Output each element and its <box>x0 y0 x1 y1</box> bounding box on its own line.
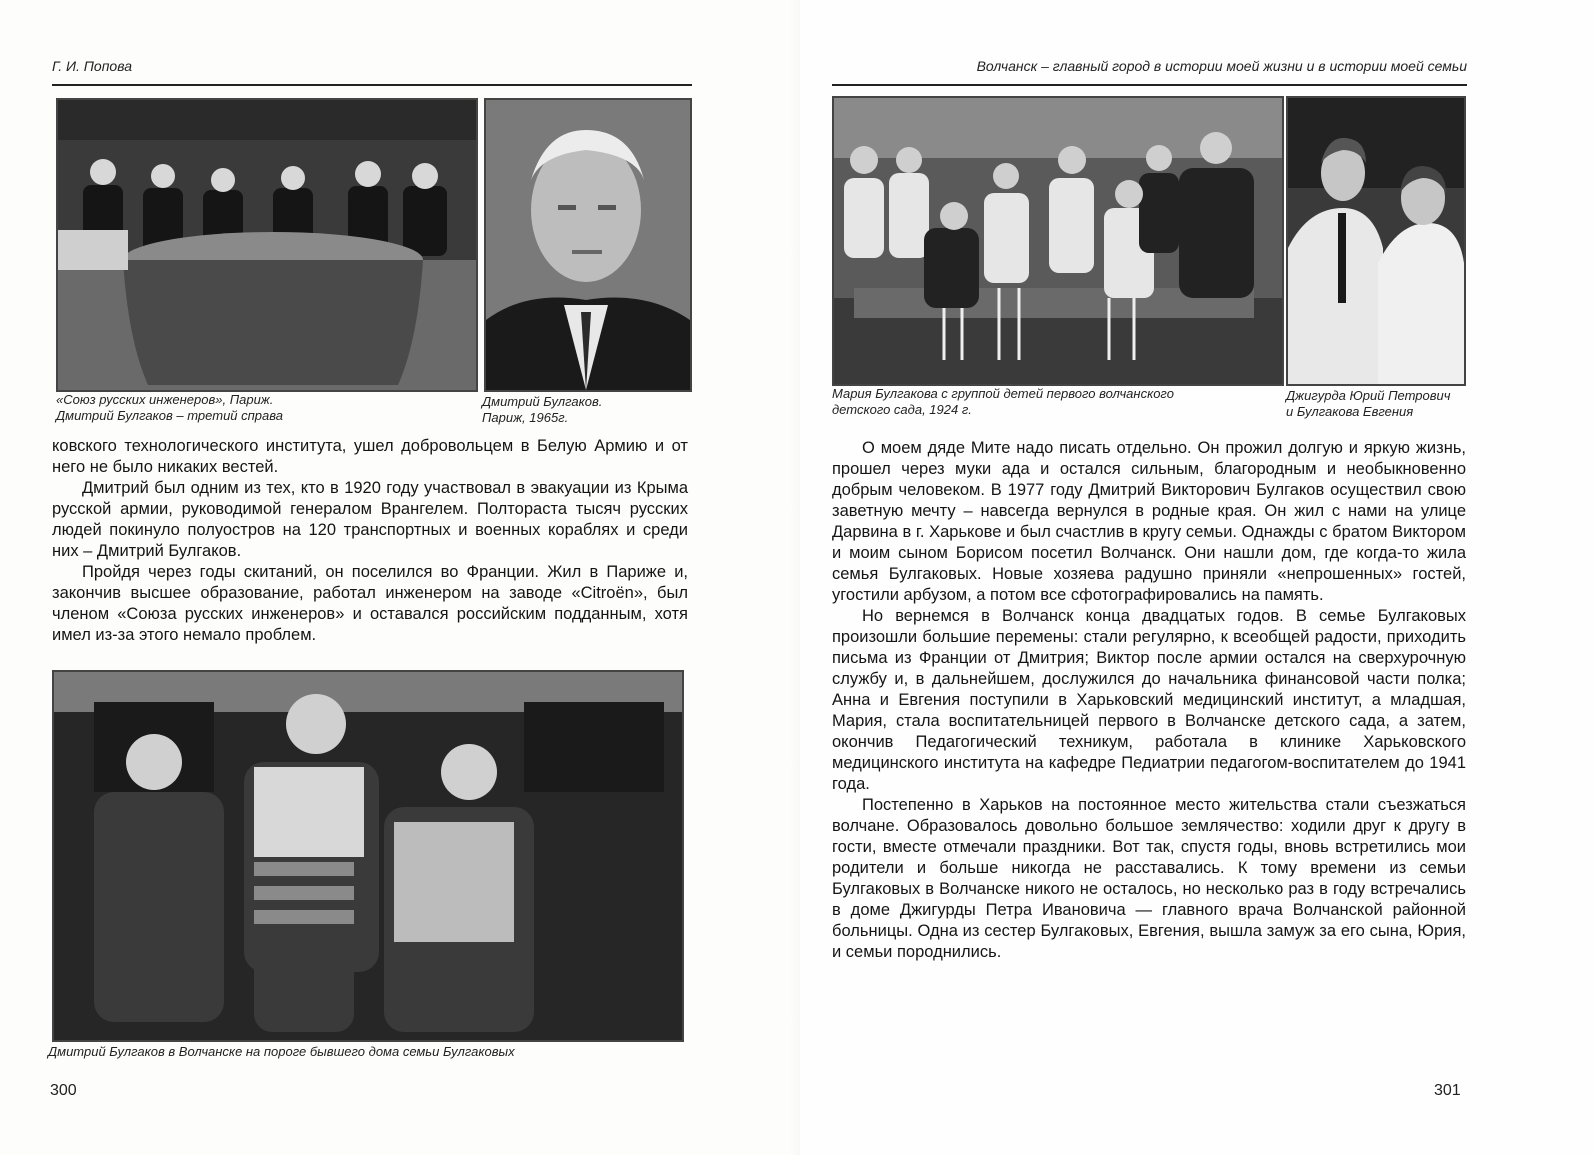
caption-line: Париж, 1965г. <box>482 410 569 425</box>
caption-line: Дмитрий Булгаков. <box>482 394 603 409</box>
engineers-photo-caption <box>56 392 476 424</box>
group-porch-photo <box>52 670 684 1042</box>
group-photo-caption: Дмитрий Булгаков в Волчанске на пороге бывшего дома семьи Булгаковых <box>48 1044 515 1059</box>
page-number-right: 301 <box>1434 1082 1461 1099</box>
paragraph: Пройдя через годы скитаний, он поселился во Франции. Жил в Париже и, закончив высшее образование, работал инженером на заводе «Citroën», был членом «Союза русских инженеров» и оставался российским подданным, хотя имел из-за этого немало проблем. <box>52 563 688 644</box>
right-body-text <box>832 438 1466 963</box>
paragraph: Но вернемся в Волчанск конца двадцатых годов. В семье Булгаковых произошли большие перемены: стали регулярно, к всеобщей радости, приходить письма из Франции от Дмитрия; Виктор после армии остался на сверхурочную службу и, в дальнейшем, дослужился до начальника финансовой части полка; Анна и Евгения поступили в Харьковский медицинский институт, а младшая, Мария, стала воспитательницей первого в Волчанске детского сада, а затем, окончив Педагогический техникум, работала в клинике Харьковского медицинского института на кафедре Педиатрии педагогом-воспитателем до 1941 года. <box>832 607 1466 793</box>
portrait-photo <box>484 98 692 392</box>
page-number-left: 300 <box>50 1082 77 1099</box>
paragraph: Дмитрий был одним из тех, кто в 1920 году участвовал в эвакуации из Крыма русской армии, руководимой генералом Врангелем. Полтораста тысяч русских людей покинуло полуостров на 120 транспортных и военных кораблях и среди них – Дмитрий Булгаков. <box>52 479 688 560</box>
right-page <box>800 0 1594 1155</box>
caption-line: Мария Булгакова с группой детей первого волчанского <box>832 386 1174 401</box>
caption-line: «Союз русских инженеров», Париж. <box>56 392 274 407</box>
caption-line: Джигурда Юрий Петрович <box>1286 388 1451 403</box>
children-group-photo <box>832 96 1284 386</box>
right-running-header: Волчанск – главный город в истории моей жизни и в истории моей семьи <box>976 58 1467 74</box>
left-running-header: Г. И. Попова <box>52 58 132 74</box>
portrait-photo-caption <box>482 394 682 426</box>
couple-photo-caption <box>1286 388 1466 420</box>
caption-line: и Булгакова Евгения <box>1286 404 1414 419</box>
engineers-meeting-photo <box>56 98 478 392</box>
right-header-rule <box>832 84 1467 86</box>
paragraph: Постепенно в Харьков на постоянное место жительства стали съезжаться волчане. Образовалось довольно большое землячество: ходили друг к другу в гости, вместе отмечали праздники. Вот так, спустя годы, вновь встретились мои родители и больше никогда не расставались. К тому времени из семьи Булгаковых в Волчанске никого не осталось, но несколько раз в году встречались в доме Джигурды Петра Ивановича — главного врача Волчанской районной больницы. Одна из сестер Булгаковых, Евгения, вышла замуж за его сына, Юрия, и семьи породнились. <box>832 796 1466 961</box>
paragraph: О моем дяде Мите надо писать отдельно. Он прожил долгую и яркую жизнь, прошел через муки ада и остался сильным, благородным и необыкновенно добрым человеком. В 1977 году Дмитрий Викторович Булгаков осуществил свою заветную мечту – навсегда вернулся в родные края. Он жил с нами на улице Дарвина в г. Харькове и был счастлив в кругу семьи. Однажды с братом Виктором и моим сыном Борисом посетил Волчанск. Они нашли дом, где когда-то жила семья Булгаковых. Новые хозяева радушно приняли «непрошенных» гостей, угостили арбузом, а потом все сфотографировались на память. <box>832 439 1466 604</box>
left-header-rule <box>52 84 692 86</box>
caption-line: детского сада, 1924 г. <box>832 402 972 417</box>
children-photo-caption <box>832 386 1282 418</box>
couple-photo <box>1286 96 1466 386</box>
left-body-text <box>52 436 688 646</box>
caption-line: Дмитрий Булгаков – третий справа <box>56 408 283 423</box>
paragraph: ковского технологического института, ушел добровольцем в Белую Армию и от него не было никаких вестей. <box>52 437 688 476</box>
